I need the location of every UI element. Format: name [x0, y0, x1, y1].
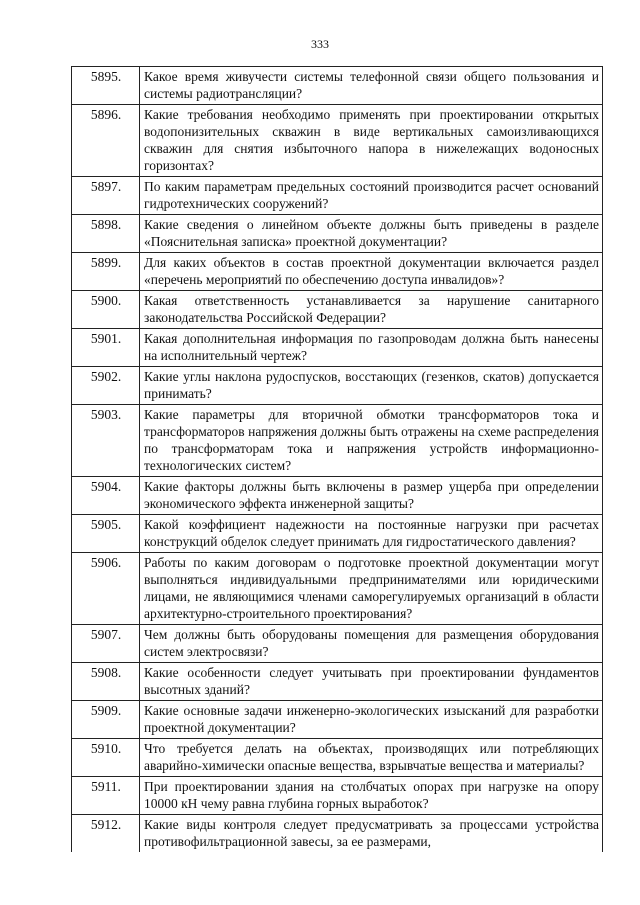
question-text: При проектировании здания на столбчатых опорах при нагрузке на опору 10000 кН чему равна глубина горных выработок? [140, 777, 603, 815]
question-number: 5899. [72, 253, 140, 291]
question-number: 5907. [72, 625, 140, 663]
table-row [72, 367, 603, 405]
page-number: 333 [311, 37, 329, 51]
question-number: 5910. [72, 739, 140, 777]
question-number: 5898. [72, 215, 140, 253]
table-row [72, 739, 603, 777]
question-text: Чем должны быть оборудованы помещения для размещения оборудования систем электросвязи? [140, 625, 603, 663]
question-number: 5896. [72, 105, 140, 177]
question-text: Какие особенности следует учитывать при проектировании фундаментов высотных зданий? [140, 663, 603, 701]
table-row [72, 815, 603, 853]
question-number: 5897. [72, 177, 140, 215]
table-row [72, 701, 603, 739]
question-number: 5895. [72, 67, 140, 105]
question-text: Что требуется делать на объектах, производящих или потребляющих аварийно-химически опасные вещества, взрывчатые вещества и материалы? [140, 739, 603, 777]
table-row [72, 105, 603, 177]
table-row [72, 253, 603, 291]
question-number: 5908. [72, 663, 140, 701]
question-text: Какие параметры для вторичной обмотки трансформаторов тока и трансформаторов напряжения должны быть отражены на схеме распределения по трансформаторам тока и напряжения устройств информационно-технологических систем? [140, 405, 603, 477]
table-row [72, 777, 603, 815]
question-number: 5901. [72, 329, 140, 367]
question-text: Какая ответственность устанавливается за нарушение санитарного законодательства Российской Федерации? [140, 291, 603, 329]
question-number: 5911. [72, 777, 140, 815]
question-number: 5903. [72, 405, 140, 477]
question-number: 5905. [72, 515, 140, 553]
question-text: По каким параметрам предельных состояний производится расчет оснований гидротехнических сооружений? [140, 177, 603, 215]
table-row [72, 553, 603, 625]
table-row [72, 405, 603, 477]
question-text: Для каких объектов в состав проектной документации включается раздел «перечень мероприятий по обеспечению доступа инвалидов»? [140, 253, 603, 291]
question-text: Какой коэффициент надежности на постоянные нагрузки при расчетах конструкций обделок следует принимать для гидростатического давления? [140, 515, 603, 553]
table-row [72, 625, 603, 663]
question-text: Какие требования необходимо применять при проектировании открытых водопонизительных скважин в виде вертикальных самоизливающихся скважин для снятия избыточного напора в нижележащих водоносных горизонтах? [140, 105, 603, 177]
table-row [72, 515, 603, 553]
question-text: Какое время живучести системы телефонной связи общего пользования и системы радиотрансляции? [140, 67, 603, 105]
question-number: 5902. [72, 367, 140, 405]
table-row [72, 291, 603, 329]
questions-table-body [72, 67, 603, 853]
table-row [72, 663, 603, 701]
question-text: Какая дополнительная информация по газопроводам должна быть нанесены на исполнительный чертеж? [140, 329, 603, 367]
question-text: Какие факторы должны быть включены в размер ущерба при определении экономического эффекта инженерной защиты? [140, 477, 603, 515]
question-number: 5909. [72, 701, 140, 739]
question-text: Какие углы наклона рудоспусков, восстающих (гезенков, скатов) допускается принимать? [140, 367, 603, 405]
question-text: Какие сведения о линейном объекте должны быть приведены в разделе «Пояснительная записка» проектной документации? [140, 215, 603, 253]
question-text: Работы по каким договорам о подготовке проектной документации могут выполняться индивидуальными предпринимателями или юридическими лицами, не являющимися членами саморегулируемых организаций в области архитектурно-строительного проектирования? [140, 553, 603, 625]
table-row [72, 177, 603, 215]
question-text: Какие виды контроля следует предусматривать за процессами устройства противофильтрационной завесы, за ее размерами, [140, 815, 603, 853]
question-number: 5906. [72, 553, 140, 625]
table-row [72, 329, 603, 367]
table-row [72, 477, 603, 515]
table-row [72, 67, 603, 105]
question-text: Какие основные задачи инженерно-экологических изысканий для разработки проектной документации? [140, 701, 603, 739]
table-row [72, 215, 603, 253]
question-number: 5904. [72, 477, 140, 515]
question-number: 5900. [72, 291, 140, 329]
questions-table [71, 66, 603, 852]
question-number: 5912. [72, 815, 140, 853]
